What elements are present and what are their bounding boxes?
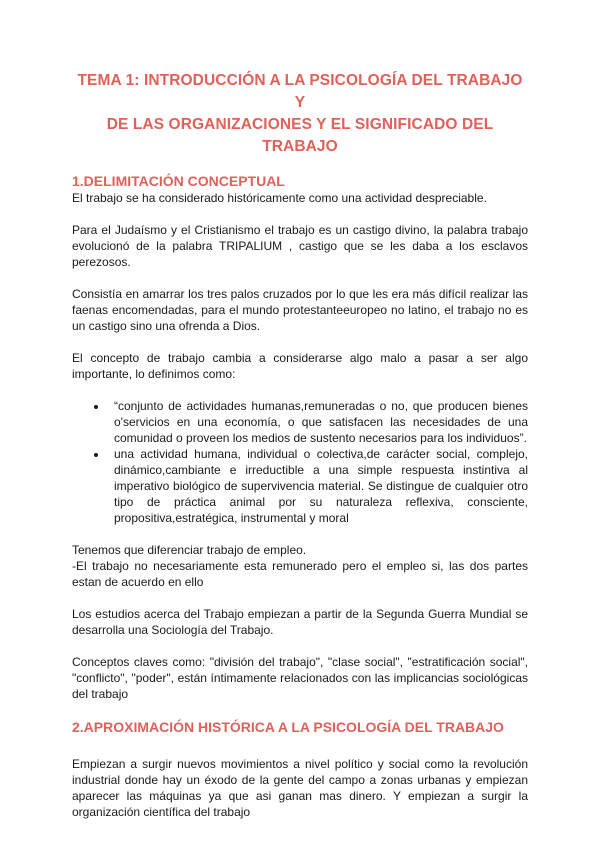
- section-1-paragraph-5b: -El trabajo no necesariamente esta remunerado pero el empleo si, las dos partes estan de acuerdo en ello: [72, 559, 528, 589]
- title-line-1: TEMA 1: INTRODUCCIÓN A LA PSICOLOGÍA DEL TRABAJO Y: [77, 72, 523, 111]
- section-1-paragraph-4: El concepto de trabajo cambia a considerarse algo malo a pasar a ser algo importante, lo definimos como:: [72, 351, 528, 381]
- definition-item: • una actividad humana, individual o colectiva,de carácter social, complejo, dinámico,cambiante e irreductible a una simple respuesta instintiva al imperativo biológico de supervivencia material. Se distingue de cualquier otro tipo de práctica animal por su naturaleza reflexiva, consciente, propositiva,estratégica, instrumental y moral: [108, 446, 528, 526]
- section-1-paragraph-5a: Tenemos que diferenciar trabajo de empleo.: [72, 543, 307, 557]
- document-title: [72, 70, 528, 158]
- definition-item: • “conjunto de actividades humanas,remuneradas o no, que producen bienes o'servicios en una economía, o que satisfacen las necesidades de una comunidad o proveen los medios de sustento necesarios para los individuos”.: [108, 398, 528, 446]
- section-1-heading: 1.DELIMITACIÓN CONCEPTUAL: [72, 173, 285, 189]
- section-1-paragraph-1: El trabajo se ha considerado históricamente como una actividad despreciable.: [72, 191, 487, 205]
- section-1-paragraph-6: Los estudios acerca del Trabajo empiezan a partir de la Segunda Guerra Mundial se desarrolla una Sociología del Trabajo.: [72, 607, 528, 637]
- title-line-2: DE LAS ORGANIZACIONES Y EL SIGNIFICADO DEL TRABAJO: [106, 116, 494, 155]
- section-2-paragraph-1: Empiezan a surgir nuevos movimientos a nivel político y social como la revolución industrial donde hay un éxodo de la gente del campo a zonas urbanas y empiezan aparecer las máquinas ya que asi ganan mas dinero. Y empiezan a surgir la organización científica del trabajo: [72, 757, 528, 819]
- section-1-paragraph-3: Consistía en amarrar los tres palos cruzados por lo que les era más difícil realizar las faenas encomendadas, para el mundo protestanteeuropeo no latino, el trabajo no es un castigo sino una ofrenda a Dios.: [72, 287, 528, 333]
- section-1-paragraph-7: Conceptos claves como: "división del trabajo", "clase social", "estratificación social", "conflicto", "poder", están íntimamente relacionados con las implicancias sociológicas del trabajo: [72, 655, 528, 701]
- definition-list: [72, 398, 528, 526]
- section-2-heading: 2.APROXIMACIÓN HISTÓRICA A LA PSICOLOGÍA DEL TRABAJO: [72, 719, 504, 735]
- section-1-paragraph-2: Para el Judaísmo y el Cristianismo el trabajo es un castigo divino, la palabra trabajo evolucionó de la palabra TRIPALIUM , castigo que se les daba a los esclavos perezosos.: [72, 223, 528, 269]
